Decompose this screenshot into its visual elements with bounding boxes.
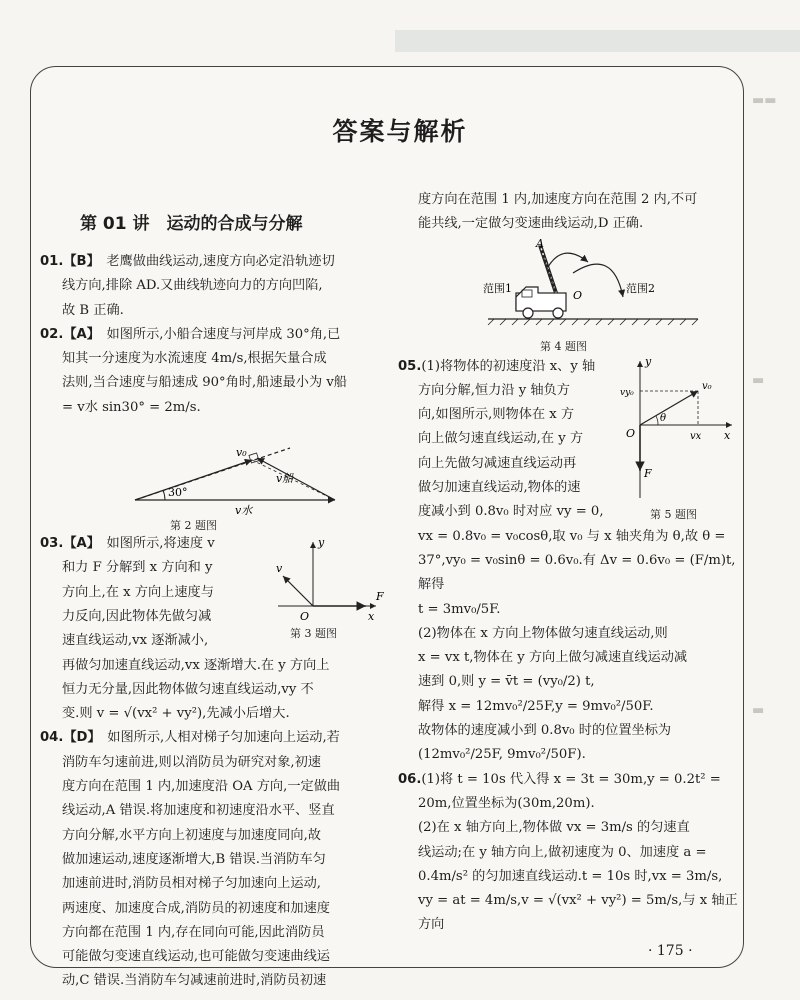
text-line: 解得 x = 12mv₀²/25F,y = 9mv₀²/50F. [418, 698, 654, 714]
figure-3-diagram [268, 532, 388, 624]
text-line: 方向分解,恒力沿 y 轴负方 [418, 382, 570, 398]
figure-4 [398, 237, 738, 355]
angle-label: 30° [168, 486, 188, 500]
figure-3-caption: 第 3 题图 [290, 627, 337, 641]
text-line: 方向上,在 x 方向上速度与 [62, 584, 214, 600]
text-line: 速直线运动,vx 逐渐减小, [62, 633, 209, 649]
question-05 [398, 355, 738, 768]
text-line: 20m,位置坐标为(30m,20m). [418, 795, 595, 811]
text-line: 动,C 错误.当消防车匀减速前进时,消防员初速 [62, 973, 327, 989]
figure-3 [268, 532, 388, 644]
vy0-label: vy₀ [620, 387, 634, 398]
text-line: 再做匀加速直线运动,vx 逐渐增大.在 y 方向上 [62, 657, 330, 673]
question-number: 02. [40, 326, 64, 342]
text-line: 0.4m/s² 的匀加速直线运动.t = 10s 时,vx = 3m/s, [418, 868, 723, 884]
figure-2-caption: 第 2 题图 [170, 519, 217, 533]
text-line: 向上做匀速直线运动,在 y 方 [418, 431, 584, 447]
range-2-label: 范围2 [626, 281, 655, 295]
y-label: y [645, 354, 652, 368]
text-line: 力反向,因此物体先做匀减 [62, 608, 212, 624]
question-02 [40, 323, 385, 420]
answer-choice: 【D】 [63, 730, 95, 746]
v0-vector [640, 391, 698, 425]
figure-4-diagram [398, 237, 738, 337]
question-number: 05. [398, 358, 422, 374]
figure-5-caption: 第 5 题图 [650, 507, 697, 521]
text-line: 线运动,A 错误.将加速度和初速度沿水平、竖直 [62, 803, 335, 819]
v-label: v [276, 562, 283, 576]
question-06 [398, 768, 738, 938]
left-column [40, 250, 385, 994]
bleed-text: ▬ [752, 373, 765, 388]
right-column [398, 188, 738, 938]
text-line: (1)将 t = 10s 代入得 x = 3t = 30m,y = 0.2t² = [421, 771, 721, 787]
figure-5 [620, 353, 738, 523]
text-line: 加速前进时,消防员相对梯子匀加速向上运动, [62, 876, 321, 892]
text-line: 知其一分速度为水流速度 4m/s,根据矢量合成 [62, 351, 327, 367]
page-number: · 175 · [648, 943, 693, 959]
y-label: y [318, 536, 325, 550]
theta-arc [656, 416, 658, 425]
question-number: 03. [40, 536, 64, 552]
text-line: 度方向在范围 1 内,加速度方向在范围 2 内,不可 [418, 192, 698, 207]
text-line: = v水 sin30° = 2m/s. [62, 399, 201, 415]
text-line: vx = 0.8v₀ = v₀cosθ,取 v₀ 与 x 轴夹角为 θ,故 θ = [418, 528, 726, 544]
point-A-label: A [536, 236, 544, 250]
range-1-label: 范围1 [483, 281, 512, 295]
text-line: 度减小到 0.8v₀ 时对应 vy = 0, [418, 504, 604, 520]
x-label: x [368, 610, 375, 624]
ground-hatch [488, 319, 698, 325]
F-label: F [376, 590, 384, 604]
top-edge-strip [395, 30, 800, 52]
text-line: 老鹰做曲线运动,速度方向必定沿轨迹切 [93, 254, 335, 269]
figure-2-diagram [40, 420, 385, 515]
figure-5-diagram [620, 353, 738, 503]
text-line: 如图所示,将速度 v [93, 536, 215, 552]
text-line: (2)物体在 x 方向上物体做匀速直线运动,则 [418, 625, 668, 641]
question-number: 04. [40, 730, 64, 746]
text-line: 法则,当合速度与船速成 90°角时,船速最小为 v船 [62, 375, 347, 391]
text-line: 方向都在范围 1 内,存在同向可能,因此消防员 [62, 924, 325, 940]
v-water-label: v水 [235, 504, 253, 516]
figure-4-caption: 第 4 题图 [540, 339, 587, 353]
question-01 [40, 250, 385, 323]
text-line: 故 B 正确. [62, 302, 124, 318]
origin-label: O [626, 426, 636, 440]
velocity-vector [283, 576, 313, 606]
figure-2 [40, 420, 385, 532]
v0-vector [135, 460, 252, 500]
v0-label: v₀ [702, 380, 712, 392]
text-line: 可能做匀变速直线运动,也可能做匀变速曲线运 [62, 949, 330, 965]
text-line: 变.则 v = √(vx² + vy²),先减小后增大. [62, 706, 290, 722]
bleed-text: ▬▬ [752, 93, 777, 108]
text-line: 能共线,一定做匀变速曲线运动,D 正确. [418, 216, 644, 232]
page-title: 答案与解析 [332, 117, 468, 146]
vx-label: vx [690, 430, 702, 442]
text-line: 如图所示,小船合速度与河岸成 30°角,已 [93, 326, 341, 342]
text-line: 做加速运动,速度逐渐增大,B 错误.当消防车匀 [62, 851, 326, 867]
text-line: 37°,vy₀ = v₀sinθ = 0.6v₀.有 Δv = 0.6v₀ = (F/m)t,解得 [418, 552, 736, 593]
text-line: 度方向在范围 1 内,加速度沿 OA 方向,一定做曲 [62, 779, 341, 795]
text-line: vy = at = 4m/s,v = √(vx² + vy²) = 5m/s,与 x 轴正方向 [418, 893, 738, 933]
point-O-label: O [573, 288, 583, 302]
dashed-guide [252, 460, 335, 500]
F-label: F [644, 466, 652, 480]
text-line: (1)将物体的初速度沿 x、y 轴 [421, 358, 596, 374]
answer-choice: 【A】 [63, 326, 94, 342]
text-line: 做匀加速直线运动,物体的速 [418, 480, 581, 496]
origin-label: O [300, 610, 310, 624]
text-line: 速到 0,则 y = v̄t = (vy₀/2) t, [418, 674, 595, 690]
text-line: 故物体的速度减小到 0.8v₀ 时的位置坐标为 [418, 723, 672, 739]
text-line: 和力 F 分解到 x 方向和 y [62, 560, 213, 576]
v-ship-label: v船 [276, 472, 294, 486]
text-line: (12mv₀²/25F, 9mv₀²/50F). [418, 747, 586, 763]
text-line: 如图所示,人相对梯子匀加速向上运动,若 [94, 730, 340, 746]
text-line: 向上先做匀减速直线运动再 [418, 455, 577, 471]
text-line: (2)在 x 轴方向上,物体做 vx = 3m/s 的匀速直 [418, 820, 690, 836]
question-04-continued [398, 188, 738, 237]
question-04 [40, 726, 385, 993]
text-line: 消防车匀速前进,则以消防员为研究对象,初速 [62, 754, 321, 770]
text-line: 线运动;在 y 轴方向上,做初速度为 0、加速度 a = [418, 844, 707, 860]
v0-label: v₀ [236, 446, 247, 460]
question-number: 06. [398, 771, 422, 787]
fire-truck-icon [516, 287, 566, 318]
text-line: 向,如图所示,则物体在 x 方 [418, 407, 575, 423]
text-line: 线方向,排除 AD.又曲线轨迹向力的方向凹陷, [62, 278, 323, 294]
x-label: x [724, 428, 731, 442]
text-line: 方向分解,水平方向上初速度与加速度同向,故 [62, 827, 321, 843]
theta-label: θ [660, 412, 667, 424]
text-line: x = vx t,物体在 y 方向上做匀减速直线运动减 [418, 650, 688, 666]
bleed-text: ▬ [752, 703, 765, 718]
range-1-arc [548, 253, 588, 267]
question-number: 01. [40, 254, 64, 269]
text-line: 两速度、加速度合成,消防员的初速度和加速度 [62, 900, 330, 916]
v-ship-vector [257, 458, 335, 500]
text-line: 恒力无分量,因此物体做匀速直线运动,vy 不 [62, 681, 314, 697]
answer-choice: 【B】 [63, 254, 94, 269]
text-line: t = 3mv₀/5F. [418, 601, 501, 617]
lecture-title: 第 01 讲 运动的合成与分解 [80, 214, 303, 234]
answer-choice: 【A】 [63, 536, 94, 552]
angle-arc [163, 490, 165, 500]
question-03 [40, 532, 385, 726]
